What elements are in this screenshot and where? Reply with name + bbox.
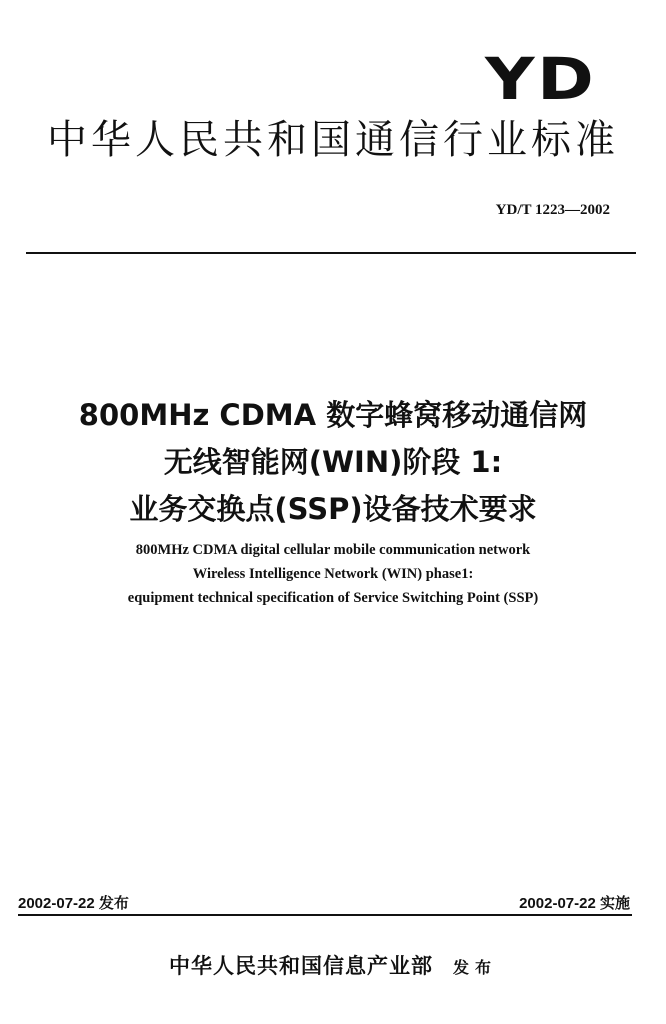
- publisher-suffix: 发布: [452, 958, 497, 977]
- top-divider: [26, 252, 636, 254]
- english-title-line-2: Wireless Intelligence Network (WIN) phase1:: [192, 566, 474, 582]
- implement-date: 2002-07-22 实施: [519, 895, 630, 912]
- yd-logo: YD: [484, 45, 596, 113]
- standard-number: YD/T 1223—2002: [495, 202, 610, 218]
- publisher-name: 中华人民共和国信息产业部: [168, 953, 433, 978]
- bottom-divider: [18, 914, 632, 916]
- chinese-title: [0, 392, 666, 533]
- publisher-line: [0, 950, 666, 980]
- english-title: [0, 538, 666, 610]
- org-title: 中华人民共和国通信行业标准: [47, 117, 619, 163]
- chinese-title-line-2: 无线智能网(WIN)阶段 1:: [163, 445, 503, 479]
- chinese-title-line-3: 业务交换点(SSP)设备技术要求: [129, 492, 537, 526]
- publish-date: 2002-07-22 发布: [18, 895, 129, 912]
- chinese-title-line-1: 800MHz CDMA 数字蜂窝移动通信网: [78, 398, 588, 432]
- english-title-line-1: 800MHz CDMA digital cellular mobile communication network: [135, 542, 531, 558]
- english-title-line-3: equipment technical specification of Service Switching Point (SSP): [127, 590, 539, 606]
